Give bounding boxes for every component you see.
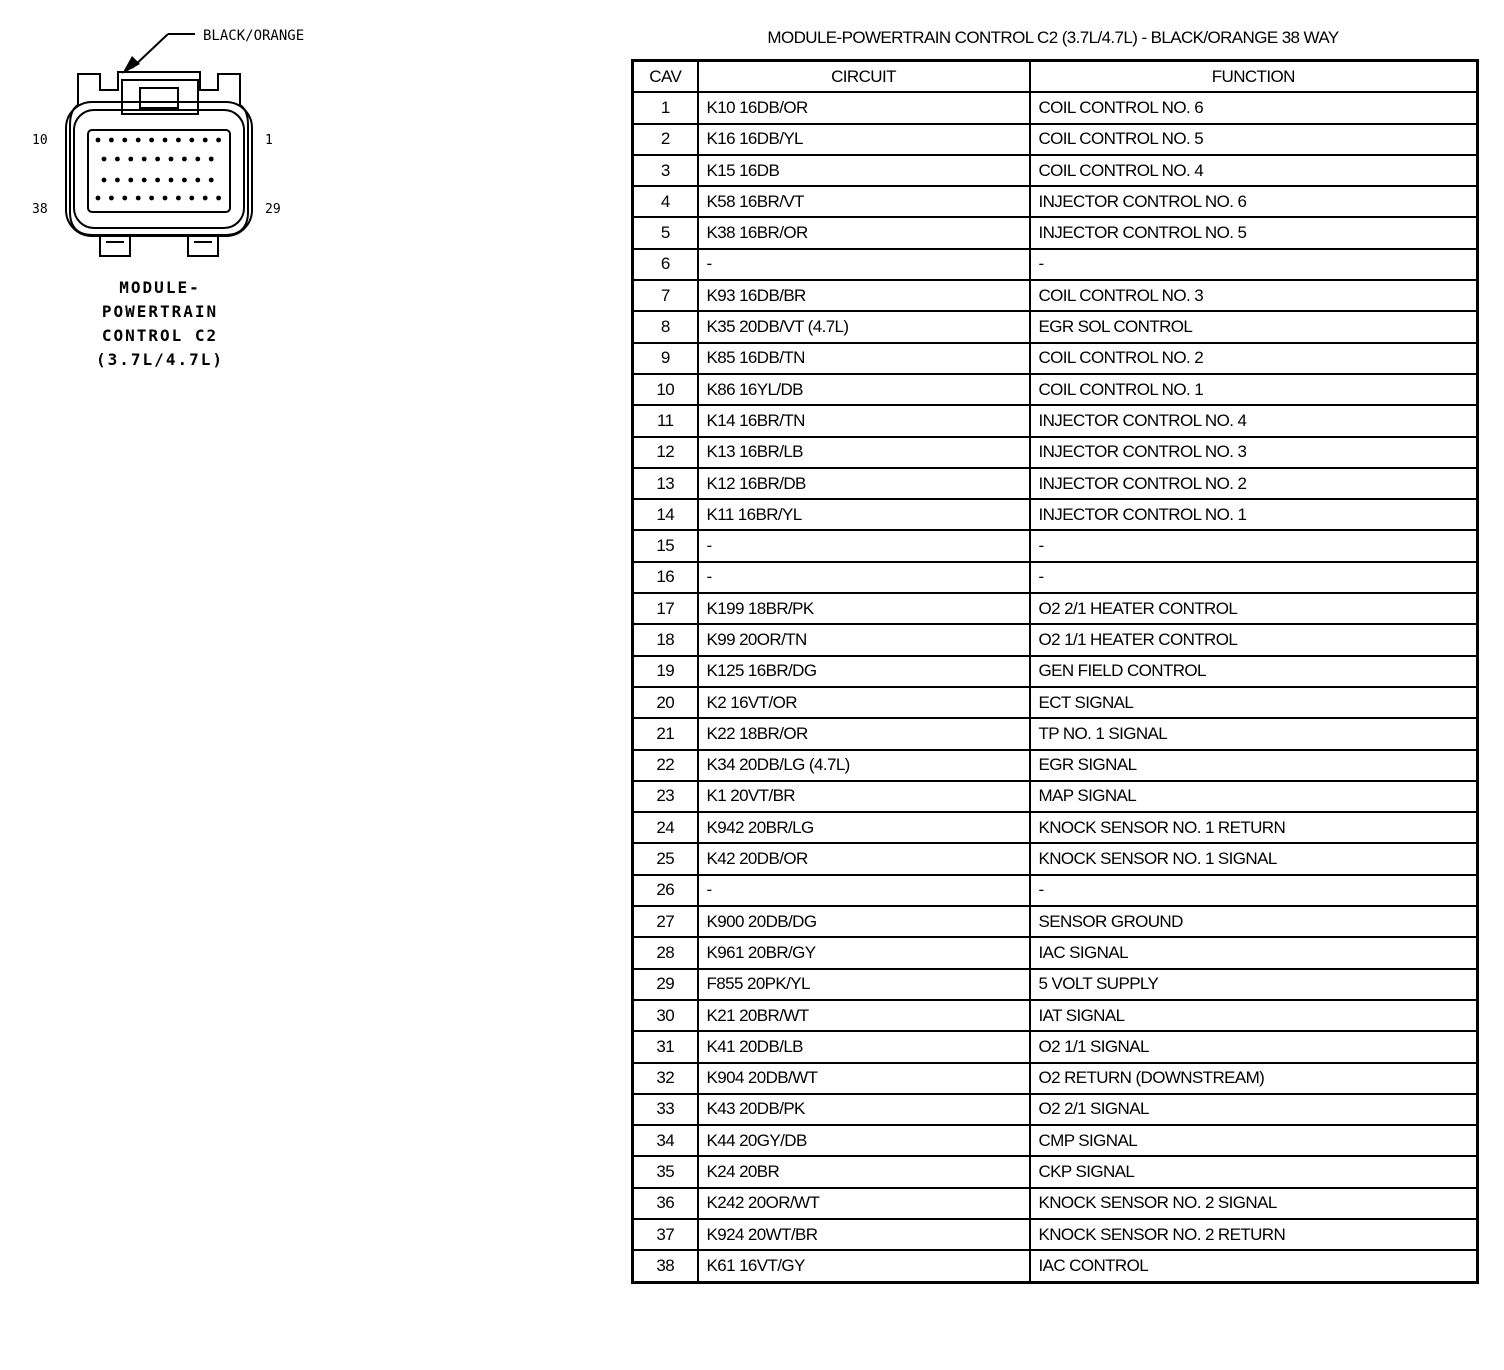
- table-row: [633, 1125, 1478, 1156]
- circuit-cell: K35 20DB/VT (4.7L): [698, 311, 1030, 342]
- function-cell: COIL CONTROL NO. 5: [1030, 124, 1478, 155]
- pin-cavity-area: [88, 130, 230, 212]
- color-label: BLACK/ORANGE: [203, 28, 305, 44]
- function-cell: IAC CONTROL: [1030, 1250, 1478, 1282]
- function-cell: CMP SIGNAL: [1030, 1125, 1478, 1156]
- function-cell: SENSOR GROUND: [1030, 906, 1478, 937]
- cav-cell: 19: [633, 656, 698, 687]
- circuit-cell: -: [698, 562, 1030, 593]
- function-cell: INJECTOR CONTROL NO. 4: [1030, 405, 1478, 436]
- function-cell: 5 VOLT SUPPLY: [1030, 969, 1478, 1000]
- table-row: [633, 843, 1478, 874]
- pin-dot: [109, 196, 114, 201]
- table-row: [633, 311, 1478, 342]
- circuit-cell: K93 16DB/BR: [698, 280, 1030, 311]
- circuit-cell: K125 16BR/DG: [698, 656, 1030, 687]
- pin-dot: [122, 138, 127, 143]
- circuit-cell: K11 16BR/YL: [698, 499, 1030, 530]
- circuit-cell: -: [698, 875, 1030, 906]
- pin-dot: [182, 178, 187, 183]
- cav-cell: 26: [633, 875, 698, 906]
- cav-cell: 22: [633, 750, 698, 781]
- cav-cell: 13: [633, 468, 698, 499]
- circuit-cell: K41 20DB/LB: [698, 1031, 1030, 1062]
- circuit-cell: K85 16DB/TN: [698, 343, 1030, 374]
- table-row: [633, 969, 1478, 1000]
- function-cell: -: [1030, 875, 1478, 906]
- function-cell: O2 1/1 SIGNAL: [1030, 1031, 1478, 1062]
- function-cell: COIL CONTROL NO. 2: [1030, 343, 1478, 374]
- table-row: [633, 750, 1478, 781]
- table-row: [633, 249, 1478, 280]
- function-cell: MAP SIGNAL: [1030, 781, 1478, 812]
- cav-cell: 36: [633, 1188, 698, 1219]
- cav-cell: 14: [633, 499, 698, 530]
- table-row: [633, 812, 1478, 843]
- pin-dot: [195, 178, 200, 183]
- cav-cell: 23: [633, 781, 698, 812]
- function-cell: CKP SIGNAL: [1030, 1156, 1478, 1187]
- circuit-cell: K199 18BR/PK: [698, 593, 1030, 624]
- cav-cell: 3: [633, 155, 698, 186]
- cav-cell: 16: [633, 562, 698, 593]
- circuit-cell: K12 16BR/DB: [698, 468, 1030, 499]
- pin-dot: [115, 157, 120, 162]
- function-cell: INJECTOR CONTROL NO. 5: [1030, 217, 1478, 248]
- cav-cell: 21: [633, 718, 698, 749]
- pin-dot: [189, 196, 194, 201]
- pin-dot: [169, 178, 174, 183]
- table-row: [633, 468, 1478, 499]
- circuit-cell: K924 20WT/BR: [698, 1219, 1030, 1250]
- cav-cell: 8: [633, 311, 698, 342]
- caption-line: (3.7L/4.7L): [96, 350, 224, 369]
- function-cell: EGR SOL CONTROL: [1030, 311, 1478, 342]
- table-row: [633, 718, 1478, 749]
- function-cell: INJECTOR CONTROL NO. 1: [1030, 499, 1478, 530]
- circuit-cell: K24 20BR: [698, 1156, 1030, 1187]
- pin-dot: [176, 196, 181, 201]
- cav-cell: 1: [633, 92, 698, 123]
- function-cell: INJECTOR CONTROL NO. 6: [1030, 186, 1478, 217]
- pin-dot: [176, 138, 181, 143]
- function-cell: COIL CONTROL NO. 6: [1030, 92, 1478, 123]
- circuit-cell: K16 16DB/YL: [698, 124, 1030, 155]
- function-cell: GEN FIELD CONTROL: [1030, 656, 1478, 687]
- table-row: [633, 1188, 1478, 1219]
- circuit-cell: K42 20DB/OR: [698, 843, 1030, 874]
- table-row: [633, 499, 1478, 530]
- table-row: [633, 405, 1478, 436]
- circuit-cell: K58 16BR/VT: [698, 186, 1030, 217]
- circuit-cell: K99 20OR/TN: [698, 624, 1030, 655]
- pin-dot: [209, 157, 214, 162]
- cav-cell: 18: [633, 624, 698, 655]
- table-row: [633, 186, 1478, 217]
- circuit-cell: K86 16YL/DB: [698, 374, 1030, 405]
- table-row: [633, 937, 1478, 968]
- pin-dot: [149, 138, 154, 143]
- pin-dot: [203, 196, 208, 201]
- pin-dot: [109, 138, 114, 143]
- table-row: [633, 875, 1478, 906]
- table-row: [633, 124, 1478, 155]
- circuit-cell: K22 18BR/OR: [698, 718, 1030, 749]
- table-row: [633, 687, 1478, 718]
- function-cell: O2 1/1 HEATER CONTROL: [1030, 624, 1478, 655]
- pin-dot: [102, 157, 107, 162]
- pin-dot: [128, 157, 133, 162]
- cav-cell: 2: [633, 124, 698, 155]
- cav-cell: 5: [633, 217, 698, 248]
- pinout-table: [631, 59, 1479, 1284]
- table-row: [633, 343, 1478, 374]
- cav-cell: 24: [633, 812, 698, 843]
- function-cell: TP NO. 1 SIGNAL: [1030, 718, 1478, 749]
- table-row: [633, 1000, 1478, 1031]
- table-row: [633, 656, 1478, 687]
- pin-dot: [149, 196, 154, 201]
- table-row: [633, 562, 1478, 593]
- circuit-cell: -: [698, 530, 1030, 561]
- pin-dot: [96, 138, 101, 143]
- circuit-cell: K21 20BR/WT: [698, 1000, 1030, 1031]
- cav-cell: 12: [633, 437, 698, 468]
- cav-cell: 30: [633, 1000, 698, 1031]
- function-cell: KNOCK SENSOR NO. 2 RETURN: [1030, 1219, 1478, 1250]
- circuit-cell: K10 16DB/OR: [698, 92, 1030, 123]
- circuit-cell: K942 20BR/LG: [698, 812, 1030, 843]
- cav-cell: 6: [633, 249, 698, 280]
- pin-dot: [189, 138, 194, 143]
- cav-cell: 32: [633, 1063, 698, 1094]
- header-function: FUNCTION: [1030, 61, 1478, 93]
- pin-label-38: 38: [32, 202, 48, 217]
- bottom-tab-right: [188, 236, 218, 256]
- table-row: [633, 593, 1478, 624]
- function-cell: IAC SIGNAL: [1030, 937, 1478, 968]
- pin-grid: [96, 138, 221, 201]
- pin-dot: [209, 178, 214, 183]
- function-cell: IAT SIGNAL: [1030, 1000, 1478, 1031]
- cav-cell: 34: [633, 1125, 698, 1156]
- pin-dot: [182, 157, 187, 162]
- function-cell: EGR SIGNAL: [1030, 750, 1478, 781]
- pin-label-1: 1: [265, 133, 273, 148]
- table-title: MODULE-POWERTRAIN CONTROL C2 (3.7L/4.7L) - BLACK/ORANGE 38 WAY: [767, 28, 1339, 47]
- circuit-cell: K38 16BR/OR: [698, 217, 1030, 248]
- table-row: [633, 1219, 1478, 1250]
- pin-dot: [136, 138, 141, 143]
- header-row: [633, 61, 1478, 93]
- cav-cell: 4: [633, 186, 698, 217]
- circuit-cell: K1 20VT/BR: [698, 781, 1030, 812]
- connector-caption: [60, 276, 260, 372]
- table-row: [633, 1063, 1478, 1094]
- function-cell: -: [1030, 562, 1478, 593]
- cav-cell: 29: [633, 969, 698, 1000]
- circuit-cell: K961 20BR/GY: [698, 937, 1030, 968]
- function-cell: COIL CONTROL NO. 1: [1030, 374, 1478, 405]
- pin-dot: [169, 157, 174, 162]
- pin-dot: [136, 196, 141, 201]
- function-cell: O2 RETURN (DOWNSTREAM): [1030, 1063, 1478, 1094]
- table-row: [633, 906, 1478, 937]
- pin-dot: [216, 196, 221, 201]
- cav-cell: 31: [633, 1031, 698, 1062]
- function-cell: O2 2/1 HEATER CONTROL: [1030, 593, 1478, 624]
- cav-cell: 20: [633, 687, 698, 718]
- function-cell: KNOCK SENSOR NO. 2 SIGNAL: [1030, 1188, 1478, 1219]
- cav-cell: 17: [633, 593, 698, 624]
- circuit-cell: K2 16VT/OR: [698, 687, 1030, 718]
- table-row: [633, 1156, 1478, 1187]
- cav-cell: 10: [633, 374, 698, 405]
- connector-outline: [70, 72, 248, 235]
- pin-label-29: 29: [265, 202, 281, 217]
- circuit-cell: -: [698, 249, 1030, 280]
- function-cell: KNOCK SENSOR NO. 1 RETURN: [1030, 812, 1478, 843]
- table-row: [633, 92, 1478, 123]
- pin-dot: [163, 196, 168, 201]
- table-row: [633, 437, 1478, 468]
- pin-dot: [128, 178, 133, 183]
- cav-cell: 37: [633, 1219, 698, 1250]
- pin-dot: [203, 138, 208, 143]
- function-cell: COIL CONTROL NO. 4: [1030, 155, 1478, 186]
- circuit-cell: K43 20DB/PK: [698, 1094, 1030, 1125]
- table-row: [633, 155, 1478, 186]
- caption-line: CONTROL C2: [101, 326, 219, 345]
- pin-dot: [96, 196, 101, 201]
- function-cell: -: [1030, 249, 1478, 280]
- cav-cell: 35: [633, 1156, 698, 1187]
- function-cell: COIL CONTROL NO. 3: [1030, 280, 1478, 311]
- pin-dot: [195, 157, 200, 162]
- cav-cell: 27: [633, 906, 698, 937]
- function-cell: O2 2/1 SIGNAL: [1030, 1094, 1478, 1125]
- cav-cell: 25: [633, 843, 698, 874]
- header-circuit: CIRCUIT: [698, 61, 1030, 93]
- cav-cell: 28: [633, 937, 698, 968]
- circuit-cell: K34 20DB/LG (4.7L): [698, 750, 1030, 781]
- caption-line: MODULE-: [119, 278, 201, 297]
- circuit-cell: K13 16BR/LB: [698, 437, 1030, 468]
- cav-cell: 11: [633, 405, 698, 436]
- pin-dot: [122, 196, 127, 201]
- pin-dot: [142, 178, 147, 183]
- table-row: [633, 1094, 1478, 1125]
- pin-dot: [115, 178, 120, 183]
- cav-cell: 7: [633, 280, 698, 311]
- circuit-cell: K44 20GY/DB: [698, 1125, 1030, 1156]
- function-cell: ECT SIGNAL: [1030, 687, 1478, 718]
- table-row: [633, 781, 1478, 812]
- pin-dot: [155, 178, 160, 183]
- caption-line: POWERTRAIN: [101, 302, 219, 321]
- cav-cell: 38: [633, 1250, 698, 1282]
- cav-cell: 15: [633, 530, 698, 561]
- pin-dot: [155, 157, 160, 162]
- connector-inner-rim: [74, 110, 244, 228]
- circuit-cell: F855 20PK/YL: [698, 969, 1030, 1000]
- table-row: [633, 1250, 1478, 1282]
- function-cell: KNOCK SENSOR NO. 1 SIGNAL: [1030, 843, 1478, 874]
- pin-dot: [216, 138, 221, 143]
- function-cell: INJECTOR CONTROL NO. 2: [1030, 468, 1478, 499]
- pin-dot: [142, 157, 147, 162]
- latch-window: [140, 88, 178, 108]
- connector-rim: [66, 102, 252, 236]
- table-row: [633, 1031, 1478, 1062]
- circuit-cell: K15 16DB: [698, 155, 1030, 186]
- table-row: [633, 530, 1478, 561]
- table-row: [633, 374, 1478, 405]
- circuit-cell: K14 16BR/TN: [698, 405, 1030, 436]
- table-row: [633, 624, 1478, 655]
- circuit-cell: K904 20DB/WT: [698, 1063, 1030, 1094]
- pin-dot: [102, 178, 107, 183]
- function-cell: INJECTOR CONTROL NO. 3: [1030, 437, 1478, 468]
- pin-label-10: 10: [32, 133, 48, 148]
- cav-cell: 9: [633, 343, 698, 374]
- function-cell: -: [1030, 530, 1478, 561]
- table-row: [633, 217, 1478, 248]
- pin-dot: [163, 138, 168, 143]
- bottom-tab-left: [100, 236, 130, 256]
- table-row: [633, 280, 1478, 311]
- header-cav: CAV: [633, 61, 698, 93]
- cav-cell: 33: [633, 1094, 698, 1125]
- circuit-cell: K900 20DB/DG: [698, 906, 1030, 937]
- circuit-cell: K242 20OR/WT: [698, 1188, 1030, 1219]
- circuit-cell: K61 16VT/GY: [698, 1250, 1030, 1282]
